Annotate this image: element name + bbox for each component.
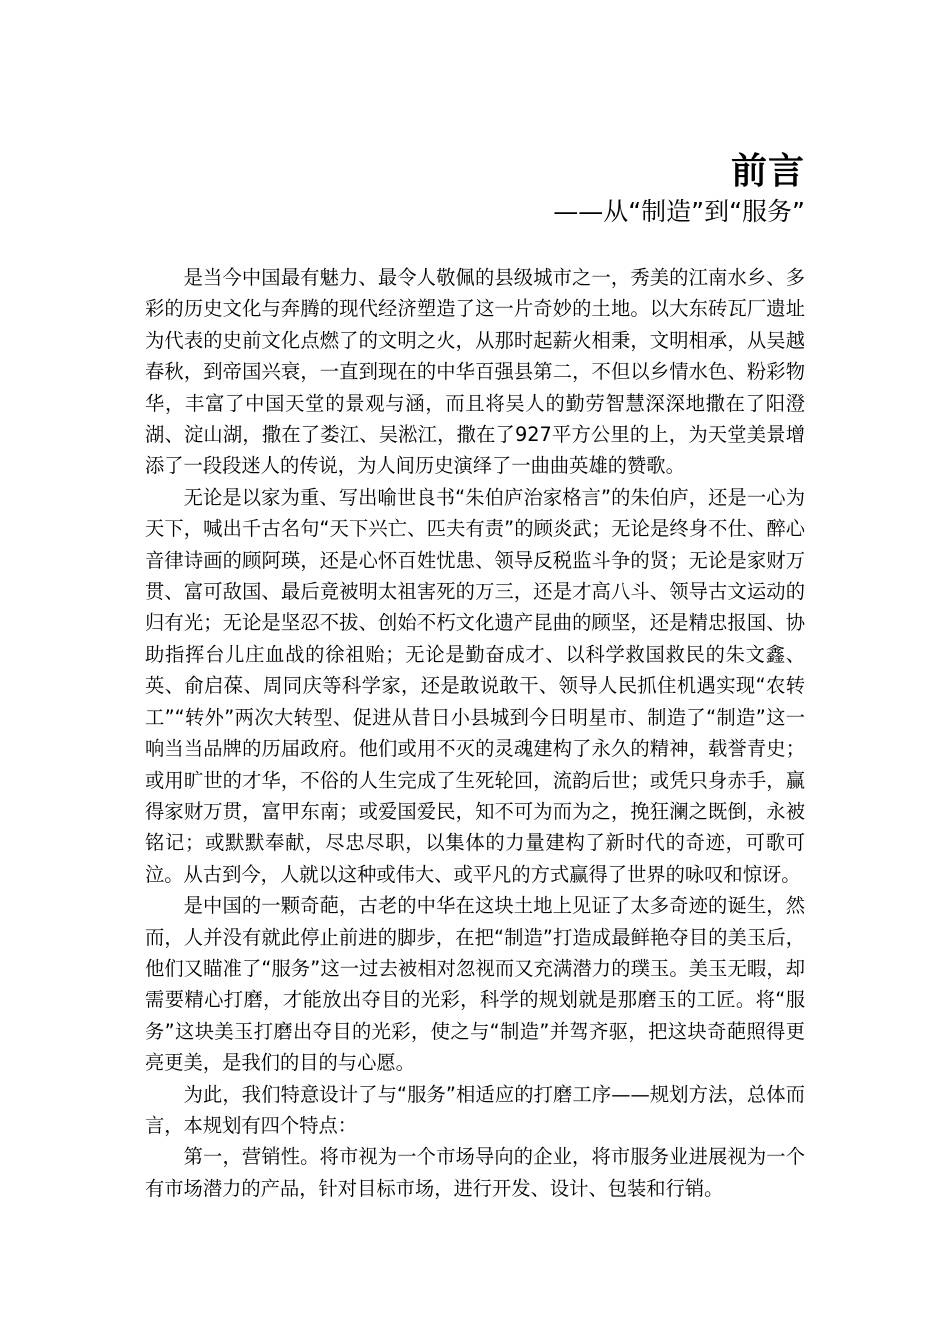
page-title: 前言 — [730, 151, 805, 192]
paragraph-4: 为此，我们特意设计了与“服务”相适应的打磨工序——规划方法，总体而言，本规划有四个特点： — [145, 1082, 805, 1137]
body-text — [145, 262, 805, 1204]
paragraph-5: 第一，营销性。将市视为一个市场导向的企业，将市服务业进展视为一个有市场潜力的产品，针对目标市场，进行开发、设计、包装和行销。 — [145, 1145, 805, 1200]
paragraph-1: 是当今中国最有魅力、最令人敬佩的县级城市之一，秀美的江南水乡、多彩的历史文化与奔腾的现代经济塑造了这一片奇妙的土地。以大东砖瓦厂遗址为代表的史前文化点燃了的文明之火，从那时起薪火相秉，文明相承，从吴越春秋，到帝国兴衰，一直到现在的中华百强县第二，不但以乡情水色、粉彩物华，丰富了中国天堂的景观与涵，而且将吴人的勤劳智慧深深地撒在了阳澄湖、淀山湖，撒在了娄江、吴淞江，撒在了927平方公里的上，为天堂美景增添了一段段迷人的传说，为人间历史演绎了一曲曲英雄的赞歌。 — [145, 266, 805, 478]
paragraph-2: 无论是以家为重、写出喻世良书“朱伯庐治家格言”的朱伯庐，还是一心为天下，喊出千古名句“天下兴亡、匹夫有责”的顾炎武；无论是终身不仕、醉心音律诗画的顾阿瑛，还是心怀百姓忧患、领导反税监斗争的贤；无论是家财万贯、富可敌国、最后竟被明太祖害死的万三，还是才高八斗、领导古文运动的归有光；无论是坚忍不拔、创始不朽文化遗产昆曲的顾坚，还是精忠报国、协助指挥台儿庄血战的徐祖贻；无论是勤奋成才、以科学救国救民的朱文鑫、英、俞启葆、周同庆等科学家，还是敢说敢干、领导人民抓住机遇实现“农转工”“转外”两次大转型、促进从昔日小县城到今日明星市、制造了“制造”这一响当当品牌的历届政府。他们或用不灭的灵魂建构了永久的精神，载誉青史；或用旷世的才华，不俗的人生完成了生死轮回，流韵后世；或凭只身赤手，赢得家财万贯，富甲东南；或爱国爱民，知不可为而为之，挽狂澜之既倒，永被铭记；或默默奉献，尽忠尽职，以集体的力量建构了新时代的奇迹，可歌可泣。从古到今，人就以这种或伟大、或平凡的方式赢得了世界的咏叹和惊讶。 — [145, 485, 805, 886]
paragraph-3: 是中国的一颗奇葩，古老的中华在这块土地上见证了太多奇迹的诞生，然而，人并没有就此停止前进的脚步，在把“制造”打造成最鲜艳夺目的美玉后，他们又瞄准了“服务”这一过去被相对忽视而又充满潜力的璞玉。美玉无暇，却需要精心打磨，才能放出夺目的光彩，科学的规划就是那磨玉的工匠。将“服务”这块美玉打磨出夺目的光彩，使之与“制造”并驾齐驱，把这块奇葩照得更亮更美，是我们的目的与心愿。 — [145, 894, 805, 1075]
page-subtitle: ——从“制造”到“服务” — [553, 197, 805, 226]
